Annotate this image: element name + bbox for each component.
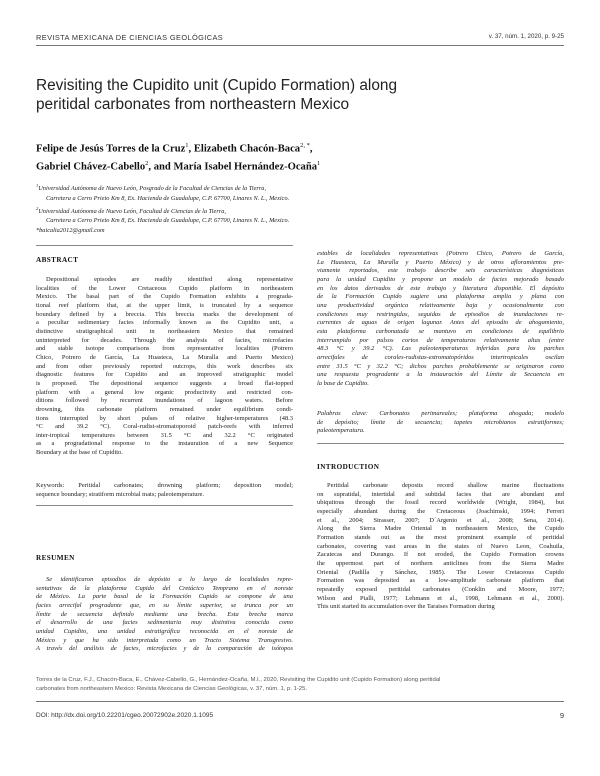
introduction-line: especially abundant during the Cretaceous (Joachimski, 1994; Ferreri (317, 507, 564, 515)
doi-link[interactable]: DOI: http://dx.doi.org/10.22201/cgeo.20072902e.2020.1.1095 (36, 712, 214, 719)
abstract-line: inter-tropical temperatures between 31.5 °C and 32.2 °C originated (36, 431, 293, 439)
author-2: , Elizabeth Chacón-Baca (188, 143, 301, 155)
resumen-body-right (317, 250, 564, 389)
resumen-line: unidad Cupidito, una unidad estratigráfica reconocida en el noreste de (36, 627, 293, 635)
affiliation-2-marker: 2 (36, 205, 39, 211)
journal-name: REVISTA MEXICANA DE CIENCIAS GEOLÓGICAS (36, 33, 224, 42)
authors-line-1 (36, 139, 556, 157)
author-separator: , (309, 143, 313, 155)
resumen-keywords (317, 410, 564, 436)
resumen-line: límite de secuencia definido mediante una brecha. Esta brecha marca (36, 610, 293, 618)
resumen-heading: RESUMEN (36, 554, 75, 562)
resumen-body-left (36, 576, 293, 654)
abstract-line: diagnostic features for Cupidito and an improved stratigraphic model (36, 371, 293, 379)
abstract-line: Boundary at the base of Cupidito. (36, 449, 123, 457)
introduction-line: on supratidal, intertidal and subtidal facies that are abundant and (317, 490, 564, 498)
introduction-line: Oriental (Padilla y Sánchez, 1985). The Lower Cretaceous Cupido (317, 568, 564, 576)
resumen-line: facies arrecifal progradante que, en su límite superior, se trunca por un (36, 601, 293, 609)
abstract-keywords (36, 482, 293, 499)
citation-line-2: carbonates from northeastern Mexico: Revista Mexicana de Ciencias Geológicas, v. 37, núm. 1, p. 1-25. (36, 686, 307, 693)
affiliation-2 (36, 204, 556, 217)
introduction-body (317, 482, 564, 612)
affiliation-1-address: Carretera a Cerro Prieto Km 8, Ex. Hacienda de Guadalupe, C.P. 67700, Linares N. L., Mexico. (46, 194, 290, 202)
author-1-affil: 1 (185, 142, 189, 149)
introduction-line: Formation was deposited as a low-amplitude carbonate platform that (317, 577, 564, 585)
affiliation-1-line-1: Universidad Autónoma de Nuevo León, Posgrado de la Facultad de Ciencias de la Tierra, (38, 185, 267, 193)
resumen-right-line: en los datos derivados de este trabajo y literatura disponible. El depósito (317, 284, 564, 292)
resumen-right-line: de la Formación Cupido sugiere una plataforma amplia y plana con (317, 293, 564, 301)
introduction-line: et al., 2004; Strasser, 2007; D´Argenio et al., 2008; Sena, 2014). (317, 516, 564, 524)
abstract-line: distinctive stratigraphical unit in northeastern Mexico that remained (36, 327, 293, 335)
introduction-line: Wilson and Pialli, 1977; Lehmann et al., 1998, Lehmann et al., 2000). (317, 594, 564, 602)
abstract-heading: ABSTRACT (36, 256, 79, 264)
resumen-right-line: esta plataforma carbonatada se mantuvo en condiciones de equilibrio (317, 327, 564, 335)
abstract-line: is proposed. The depositional sequence suggests a broad flat-topped (36, 379, 293, 387)
abstract-line: Mexico. The basal part of the Cupido Formation exhibits a prograda- (36, 293, 293, 301)
author-2-affil: 2, * (300, 142, 310, 149)
resumen-line: A través del análisis de facies, microfacies y de la comparación de isótopos (36, 645, 293, 653)
author-3: Gabriel Chávez-Cabello (36, 161, 146, 173)
abstract-line: localities of the Lower Cretaceous Cupido platform in northeastern (36, 284, 293, 292)
author-4: , and María Isabel Hernández-Ocaña (148, 161, 318, 173)
resumen-line: de México. La parte basal de la Formación Cupido se compone de una (36, 593, 293, 601)
abstract-keywords-line-1: Keywords: Peritidal carbonates; drowning platform; deposition model; (36, 482, 293, 489)
introduction-line: This unit started its accumulation over the Taraises Formation during (317, 603, 495, 611)
abstract-line: tions interrupted by short pulses of relative higher-temperatures (48.3 (36, 414, 293, 422)
abstract-line: Depositional episodes are readily identified along representative (46, 276, 293, 283)
citation (36, 676, 556, 695)
abstract-line: a peculiar sedimentary facies informally known as the Cupidito unit, a (36, 319, 293, 327)
resumen-right-line: entre 31.5 °C y 32.2 °C; dichos parches probablemente se originaron como (317, 362, 564, 370)
resumen-keywords-line-1: Palabras clave: Carbonatos perimareales; plataforma ahogada; modelo (317, 410, 564, 417)
abstract-line: drowning, this carbonate platform remained under equilibrium condi- (36, 405, 293, 413)
introduction-heading: INTRODUCTION (317, 463, 380, 471)
article-title (36, 76, 506, 114)
resumen-right-line: currentes de aguas de origen lagunar. Antes del episodio de ahogamiento, (317, 319, 564, 327)
resumen-right-line: interrumpido por pulsos cortos de temperaturas relativamente altas (entre (317, 336, 564, 344)
affiliation-1 (36, 181, 556, 194)
authors-line-2 (36, 157, 556, 175)
affiliation-2-address: Carretera a Cerro Prieto Km 8, Ex. Hacienda de Guadalupe, C.P. 67700, Linares N. L., Mexico. (46, 217, 290, 225)
affiliations (36, 181, 556, 236)
affiliation-2-line-1: Universidad Autónoma de Nuevo León, Facultad de Ciencias de la Tierra, (38, 207, 226, 215)
corresponding-email[interactable]: *baicalia2012@gmail.com (36, 227, 105, 234)
abstract-line: °C and 39.2 °C). Coral-rudist-stromatoporoid patch-reefs with inferred (36, 423, 293, 431)
introduction-line: the uppermost part of northern anticlines from the Sierra Madre (317, 559, 564, 567)
resumen-keywords-line-2: de depósito; límite de secuencia; tapetes microbianos estratiformes; (317, 418, 564, 426)
page-number: 9 (559, 711, 564, 720)
affiliation-1-marker: 1 (36, 183, 39, 188)
abstract-top-rule (36, 245, 293, 246)
citation-line-1: Torres de la Cruz, F.J., Chacón-Baca, E., Chávez-Cabello, G., Hernández-Ocaña, M.I., 2020, Revisiting the Cupidito unit (Cupido Formation) along peritidal (36, 677, 441, 683)
volume-info: v. 37, núm. 1, 2020, p. 9-25 (488, 33, 564, 40)
abstract-line: Chico, Potrero de García, La Huasteca, La Muralla and Puerto Mexico) (36, 353, 293, 361)
resumen-right-line: 48.3 °C y 39.2 °C). Las paleotemperaturas inferidas para los parches (317, 345, 564, 353)
resumen-keywords-line-3: paleotemperatura. (317, 427, 365, 435)
introduction-line: Along the Sierra Madre Oriental in northeastern Mexico, the Cupido (317, 525, 564, 533)
resumen-right-line: arrecifales de corales-rudistas-estromatopóridos intertropicales oscilan (317, 353, 564, 361)
author-1: Felipe de Jesús Torres de la Cruz (36, 143, 186, 155)
resumen-right-line: una productividad orgánica relativamente baja y ocasionalmente con (317, 301, 564, 309)
resumen-right-line: condiciones muy restringidas, seguidas de episodios de inundaciones re- (317, 310, 564, 318)
header-rule (36, 45, 564, 46)
resumen-right-line: estables de localidades representativas (Potrero Chico, Potrero de García, (317, 250, 564, 257)
author-list (36, 139, 556, 175)
abstract-line: uninterpreted for decades. Through the analysis of facies, microfacies (36, 336, 293, 344)
resumen-right-line: para la unidad Cupidito y propone un modelo de facies mejorado basado (317, 275, 564, 283)
introduction-line: Peritidal carbonate deposits record shallow marine fluctuations (327, 482, 564, 489)
resumen-line: el desarrollo de una facies sedimentaria muy distintiva conocida como (36, 619, 293, 627)
abstract-body (36, 276, 293, 458)
resumen-line: Se identificaron episodios de depósito a lo largo de localidades repre- (46, 576, 293, 583)
resumen-right-line: La Huasteca, La Muralla y Puerto México) y de otros afloramientos pre- (317, 258, 564, 266)
introduction-line: carbonates, covering vast areas in the states of Nuevo Leon, Coahuila, (317, 542, 564, 550)
abstract-line: and from other previously reported outcrops, this work describes six (36, 362, 293, 370)
abstract-line: tional reef platform that, at the upper limit, is truncated by a sequence (36, 301, 293, 309)
footer-rule (36, 701, 564, 702)
author-3-affil: 2 (145, 160, 149, 168)
abstract-line: as a progradational response to the instauration of a new Sequence (36, 440, 293, 448)
resumen-top-rule (36, 505, 293, 506)
introduction-line: repeatedly exposed peritidal carbonates (Conklin and Moore, 1977; (317, 585, 564, 593)
resumen-bottom-rule (317, 443, 564, 444)
abstract-line: and stable isotope comparisons from representative localities (Potrero (36, 345, 293, 353)
abstract-line: platform with a general low organic productivity and restricted con- (36, 388, 293, 396)
introduction-line: Formation stands out as the most prominent example of peritidal (317, 533, 564, 541)
title-line-1: Revisiting the Cupidito unit (Cupido Formation) along (36, 77, 398, 94)
resumen-right-line: viamente reportados, este trabajo describe seis características diagnósticas (317, 267, 564, 275)
abstract-keywords-line-2: sequence boundary; stratiform microbial mats; paleotemperature. (36, 490, 205, 498)
title-line-2: peritidal carbonates from northeastern Mexico (36, 96, 350, 113)
abstract-line: boundary defined by a breccia. This breccia marks the development of (36, 310, 293, 318)
resumen-right-line: una respuesta progradante a la instauración del Límite de Secuencia en (317, 371, 564, 379)
author-4-affil: 1 (317, 160, 321, 168)
abstract-line: ditions followed by recurrent inundations of lagoon waters. Before (36, 397, 293, 405)
resumen-line: sentativas de la plataforma Cupido del Cretácico Temprano en el noreste (36, 584, 293, 592)
resumen-right-line: la base de Cupidito. (317, 379, 369, 387)
resumen-line: México y que ha sido interpretada como un Tracto Sistema Transgresivo. (36, 636, 293, 644)
introduction-line: Zacatecas and Durango. If not eroded, the Cupido Formation crowns (317, 551, 564, 559)
introduction-line: ubiquitous through the fossil record worldwide (Wright, 1984), but (317, 499, 564, 507)
